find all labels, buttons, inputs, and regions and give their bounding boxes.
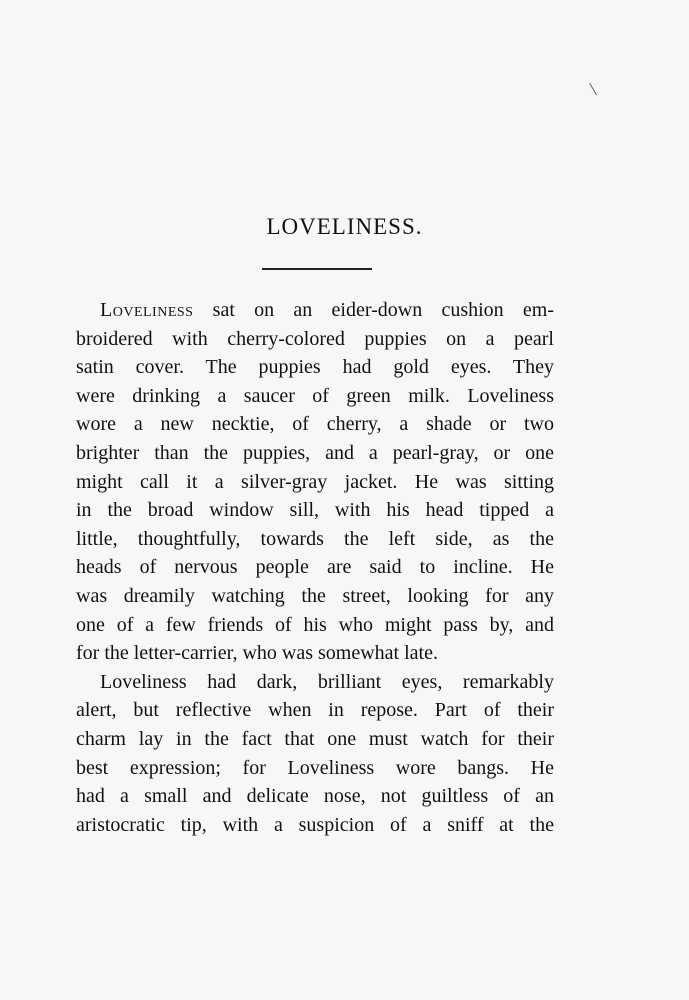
text-line: had a small and delicate nose, not guiltless of an (76, 785, 554, 808)
text-line: Loveliness had dark, brilliant eyes, remarkably (100, 670, 554, 693)
title-rule (262, 268, 372, 270)
chapter-title: LOVELINESS. (266, 214, 423, 239)
margin-mark (589, 79, 604, 96)
text-line: heads of nervous people are said to incline. He (76, 556, 554, 579)
text-line: was dreamily watching the street, looking for any (76, 584, 554, 607)
text-line: might call it a silver-gray jacket. He was sitting (76, 470, 554, 493)
text-line: wore a new necktie, of cherry, a shade or two (76, 413, 554, 436)
text-line: for the letter-carrier, who was somewhat late. (76, 642, 438, 665)
text-line: little, thoughtfully, towards the left side, as the (76, 527, 554, 550)
text-line: aristocratic tip, with a suspicion of a sniff at the (76, 813, 554, 836)
text-line: Loveliness sat on an eider-down cushion em- (100, 299, 554, 321)
text-line: broidered with cherry-colored puppies on a pearl (76, 327, 554, 350)
text-line: were drinking a saucer of green milk. Loveliness (76, 384, 554, 407)
text-line: in the broad window sill, with his head tipped a (76, 499, 554, 522)
text-line: brighter than the puppies, and a pearl-gray, or one (76, 441, 554, 464)
text-line: satin cover. The puppies had gold eyes. They (76, 356, 554, 379)
text-line: best expression; for Loveliness wore bangs. He (76, 756, 554, 779)
text-line: alert, but reflective when in repose. Part of their (76, 699, 554, 722)
text-line: one of a few friends of his who might pass by, and (76, 613, 554, 636)
text-line: charm lay in the fact that one must watch for their (76, 727, 554, 750)
lead-word: Loveliness (100, 299, 194, 321)
body-text (76, 296, 554, 839)
